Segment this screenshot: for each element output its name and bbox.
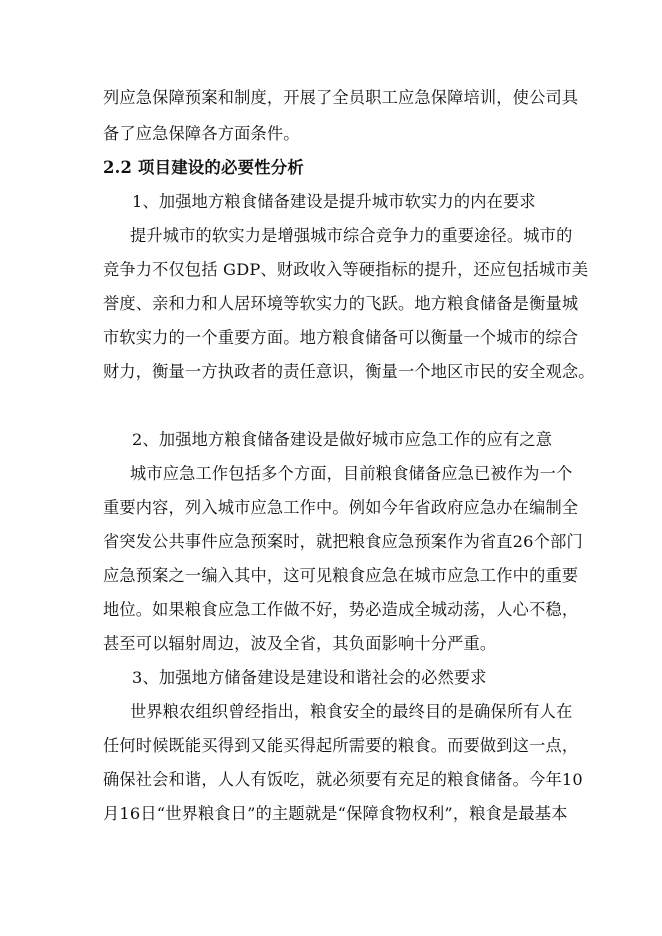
body-text-line: 月16日“世界粮食日”的主题就是“保障食物权利”，粮食是最基本 (103, 804, 568, 823)
body-text-line: 世界粮农组织曾经指出，粮食安全的最终目的是确保所有人在 (130, 702, 573, 721)
body-text-line: 列应急保障预案和制度，开展了全员职工应急保障培训，使公司具 (103, 88, 579, 107)
subsection-heading: 2、加强地方粮食储备建设是做好城市应急工作的应有之意 (132, 430, 553, 449)
subsection-heading: 3、加强地方储备建设是建设和谐社会的必然要求 (132, 668, 487, 687)
body-text-line: 竞争力不仅包括 GDP、财政收入等硬指标的提升，还应包括城市美 (103, 260, 589, 279)
body-text-line: 省突发公共事件应急预案时，就把粮食应急预案作为省直26个部门 (103, 532, 583, 551)
body-text-line: 确保社会和谐，人人有饭吃，就必须要有充足的粮食储备。今年10 (103, 770, 583, 789)
body-text-line: 重要内容，列入城市应急工作中。例如今年省政府应急办在编制全 (103, 498, 579, 517)
body-text-line: 市软实力的一个重要方面。地方粮食储备可以衡量一个城市的综合 (103, 328, 579, 347)
body-text-line: 应急预案之一编入其中，这可见粮食应急在城市应急工作中的重要 (103, 566, 579, 585)
body-text-line: 城市应急工作包括多个方面，目前粮食储备应急已被作为一个 (130, 464, 573, 483)
section-heading: 2.2 项目建设的必要性分析 (103, 158, 304, 177)
body-text-line: 财力，衡量一方执政者的责任意识，衡量一个地区市民的安全观念。 (103, 362, 595, 381)
body-text-line: 备了应急保障各方面条件。 (103, 124, 300, 143)
body-text-line: 誉度、亲和力和人居环境等软实力的飞跃。地方粮食储备是衡量城 (103, 294, 579, 313)
subsection-heading: 1、加强地方粮食储备建设是提升城市软实力的内在要求 (132, 192, 536, 211)
body-text-line: 甚至可以辐射周边，波及全省，其负面影响十分严重。 (103, 634, 497, 653)
body-text-line: 提升城市的软实力是增强城市综合竞争力的重要途径。城市的 (130, 226, 573, 245)
body-text-line: 任何时候既能买得到又能买得起所需要的粮食。而要做到这一点， (103, 736, 579, 755)
body-text-line: 地位。如果粮食应急工作做不好，势必造成全城动荡，人心不稳， (103, 600, 579, 619)
